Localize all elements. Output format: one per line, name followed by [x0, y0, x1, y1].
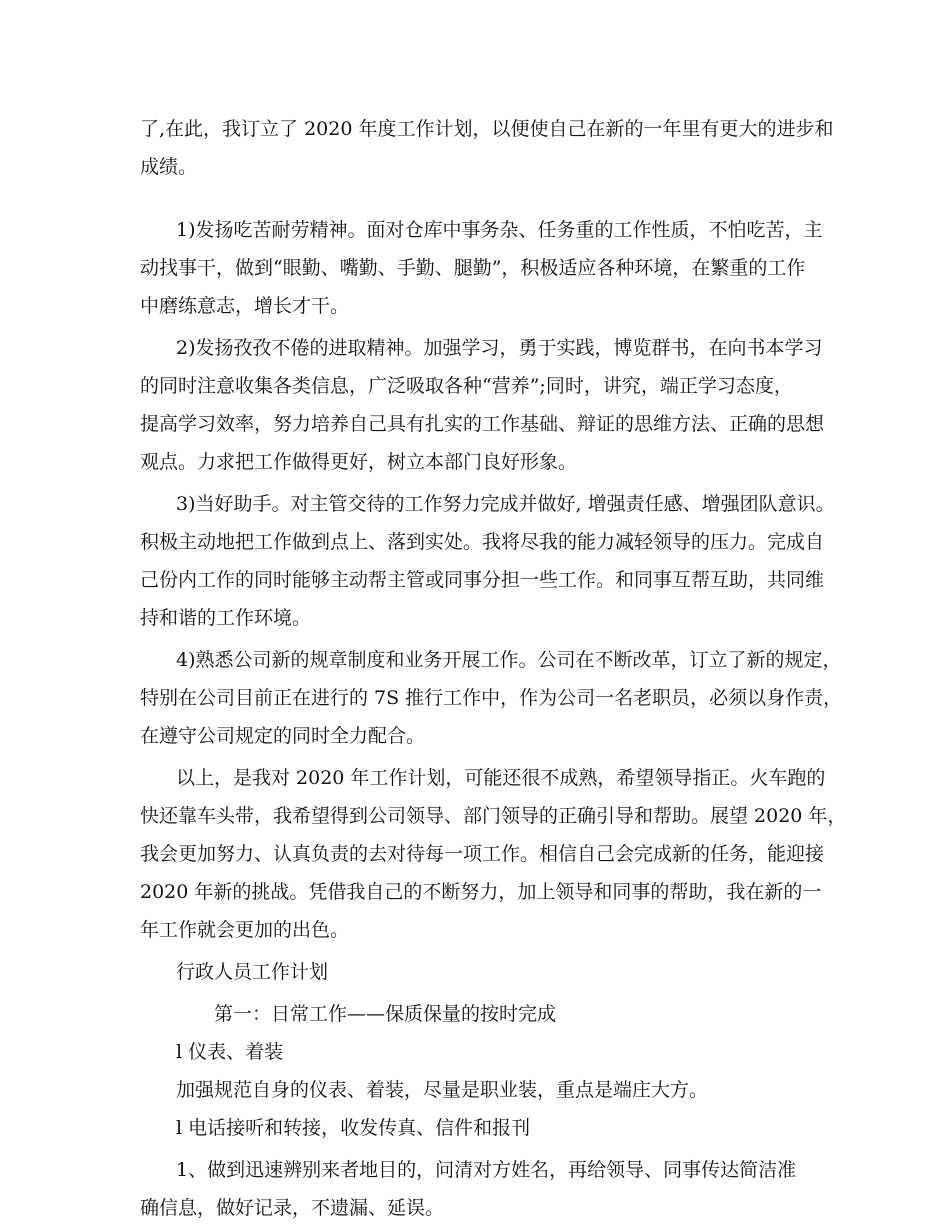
subsection-heading: 第一：日常工作——保质保量的按时完成: [214, 1003, 557, 1025]
text-line: 动找事干，做到“眼勤、嘴勤、手勤、腿勤”，积极适应各种环境，在繁重的工作: [140, 257, 806, 279]
text-line: 提高学习效率，努力培养自己具有扎实的工作基础、辩证的思维方法、正确的思想: [140, 413, 825, 435]
text-line: 积极主动地把工作做到点上、落到实处。我将尽我的能力减轻领导的压力。完成自: [140, 531, 825, 553]
text-line: 加强规范自身的仪表、着装，尽量是职业装，重点是端庄大方。: [176, 1079, 709, 1101]
text-line: 持和谐的工作环境。: [140, 607, 312, 629]
section-heading: 行政人员工作计划: [176, 961, 329, 983]
text-line: 中磨练意志，增长才干。: [140, 295, 350, 317]
text-line: 1、做到迅速辨别来者地目的，问清对方姓名，再给领导、同事传达简洁准: [176, 1159, 797, 1181]
text-line: 我会更加努力、认真负责的去对待每一项工作。相信自己会完成新的任务，能迎接: [140, 843, 825, 865]
text-line: 确信息，做好记录，不遗漏、延误。: [140, 1197, 445, 1219]
text-line: 2)发扬孜孜不倦的进取精神。加强学习，勇于实践，博览群书，在向书本学习: [176, 337, 823, 359]
list-item-heading: l 仪表、着装: [176, 1041, 284, 1063]
text-line: 2020 年新的挑战。凭借我自己的不断努力，加上领导和同事的帮助，我在新的一: [140, 881, 822, 903]
text-line: 成绩。: [140, 156, 198, 178]
text-line: 在遵守公司规定的同时全力配合。: [140, 725, 426, 747]
text-line: 3)当好助手。对主管交待的工作努力完成并做好, 增强责任感、增强团队意识。: [176, 493, 835, 515]
text-line: 特别在公司目前正在进行的 7S 推行工作中，作为公司一名老职员，必须以身作责，: [140, 687, 843, 709]
text-line: 4)熟悉公司新的规章制度和业务开展工作。公司在不断改革，订立了新的规定，: [176, 649, 842, 671]
text-line: 快还靠车头带，我希望得到公司领导、部门领导的正确引导和帮助。展望 2020 年，: [140, 805, 847, 827]
text-line: 1)发扬吃苦耐劳精神。面对仓库中事务杂、任务重的工作性质，不怕吃苦，主: [176, 219, 823, 241]
text-line: 了,在此，我订立了 2020 年度工作计划，以便使自己在新的一年里有更大的进步和: [140, 118, 834, 140]
text-line: 年工作就会更加的出色。: [140, 919, 350, 941]
list-item-heading: l 电话接听和转接，收发传真、信件和报刊: [176, 1117, 531, 1139]
text-line: 以上，是我对 2020 年工作计划，可能还很不成熟，希望领导指正。火车跑的: [176, 767, 826, 789]
text-line: 的同时注意收集各类信息，广泛吸取各种“营养”;同时，讲究，端正学习态度，: [140, 375, 793, 397]
text-line: 己份内工作的同时能够主动帮主管或同事分担一些工作。和同事互帮互助，共同维: [140, 569, 825, 591]
text-line: 观点。力求把工作做得更好，树立本部门良好形象。: [140, 451, 578, 473]
